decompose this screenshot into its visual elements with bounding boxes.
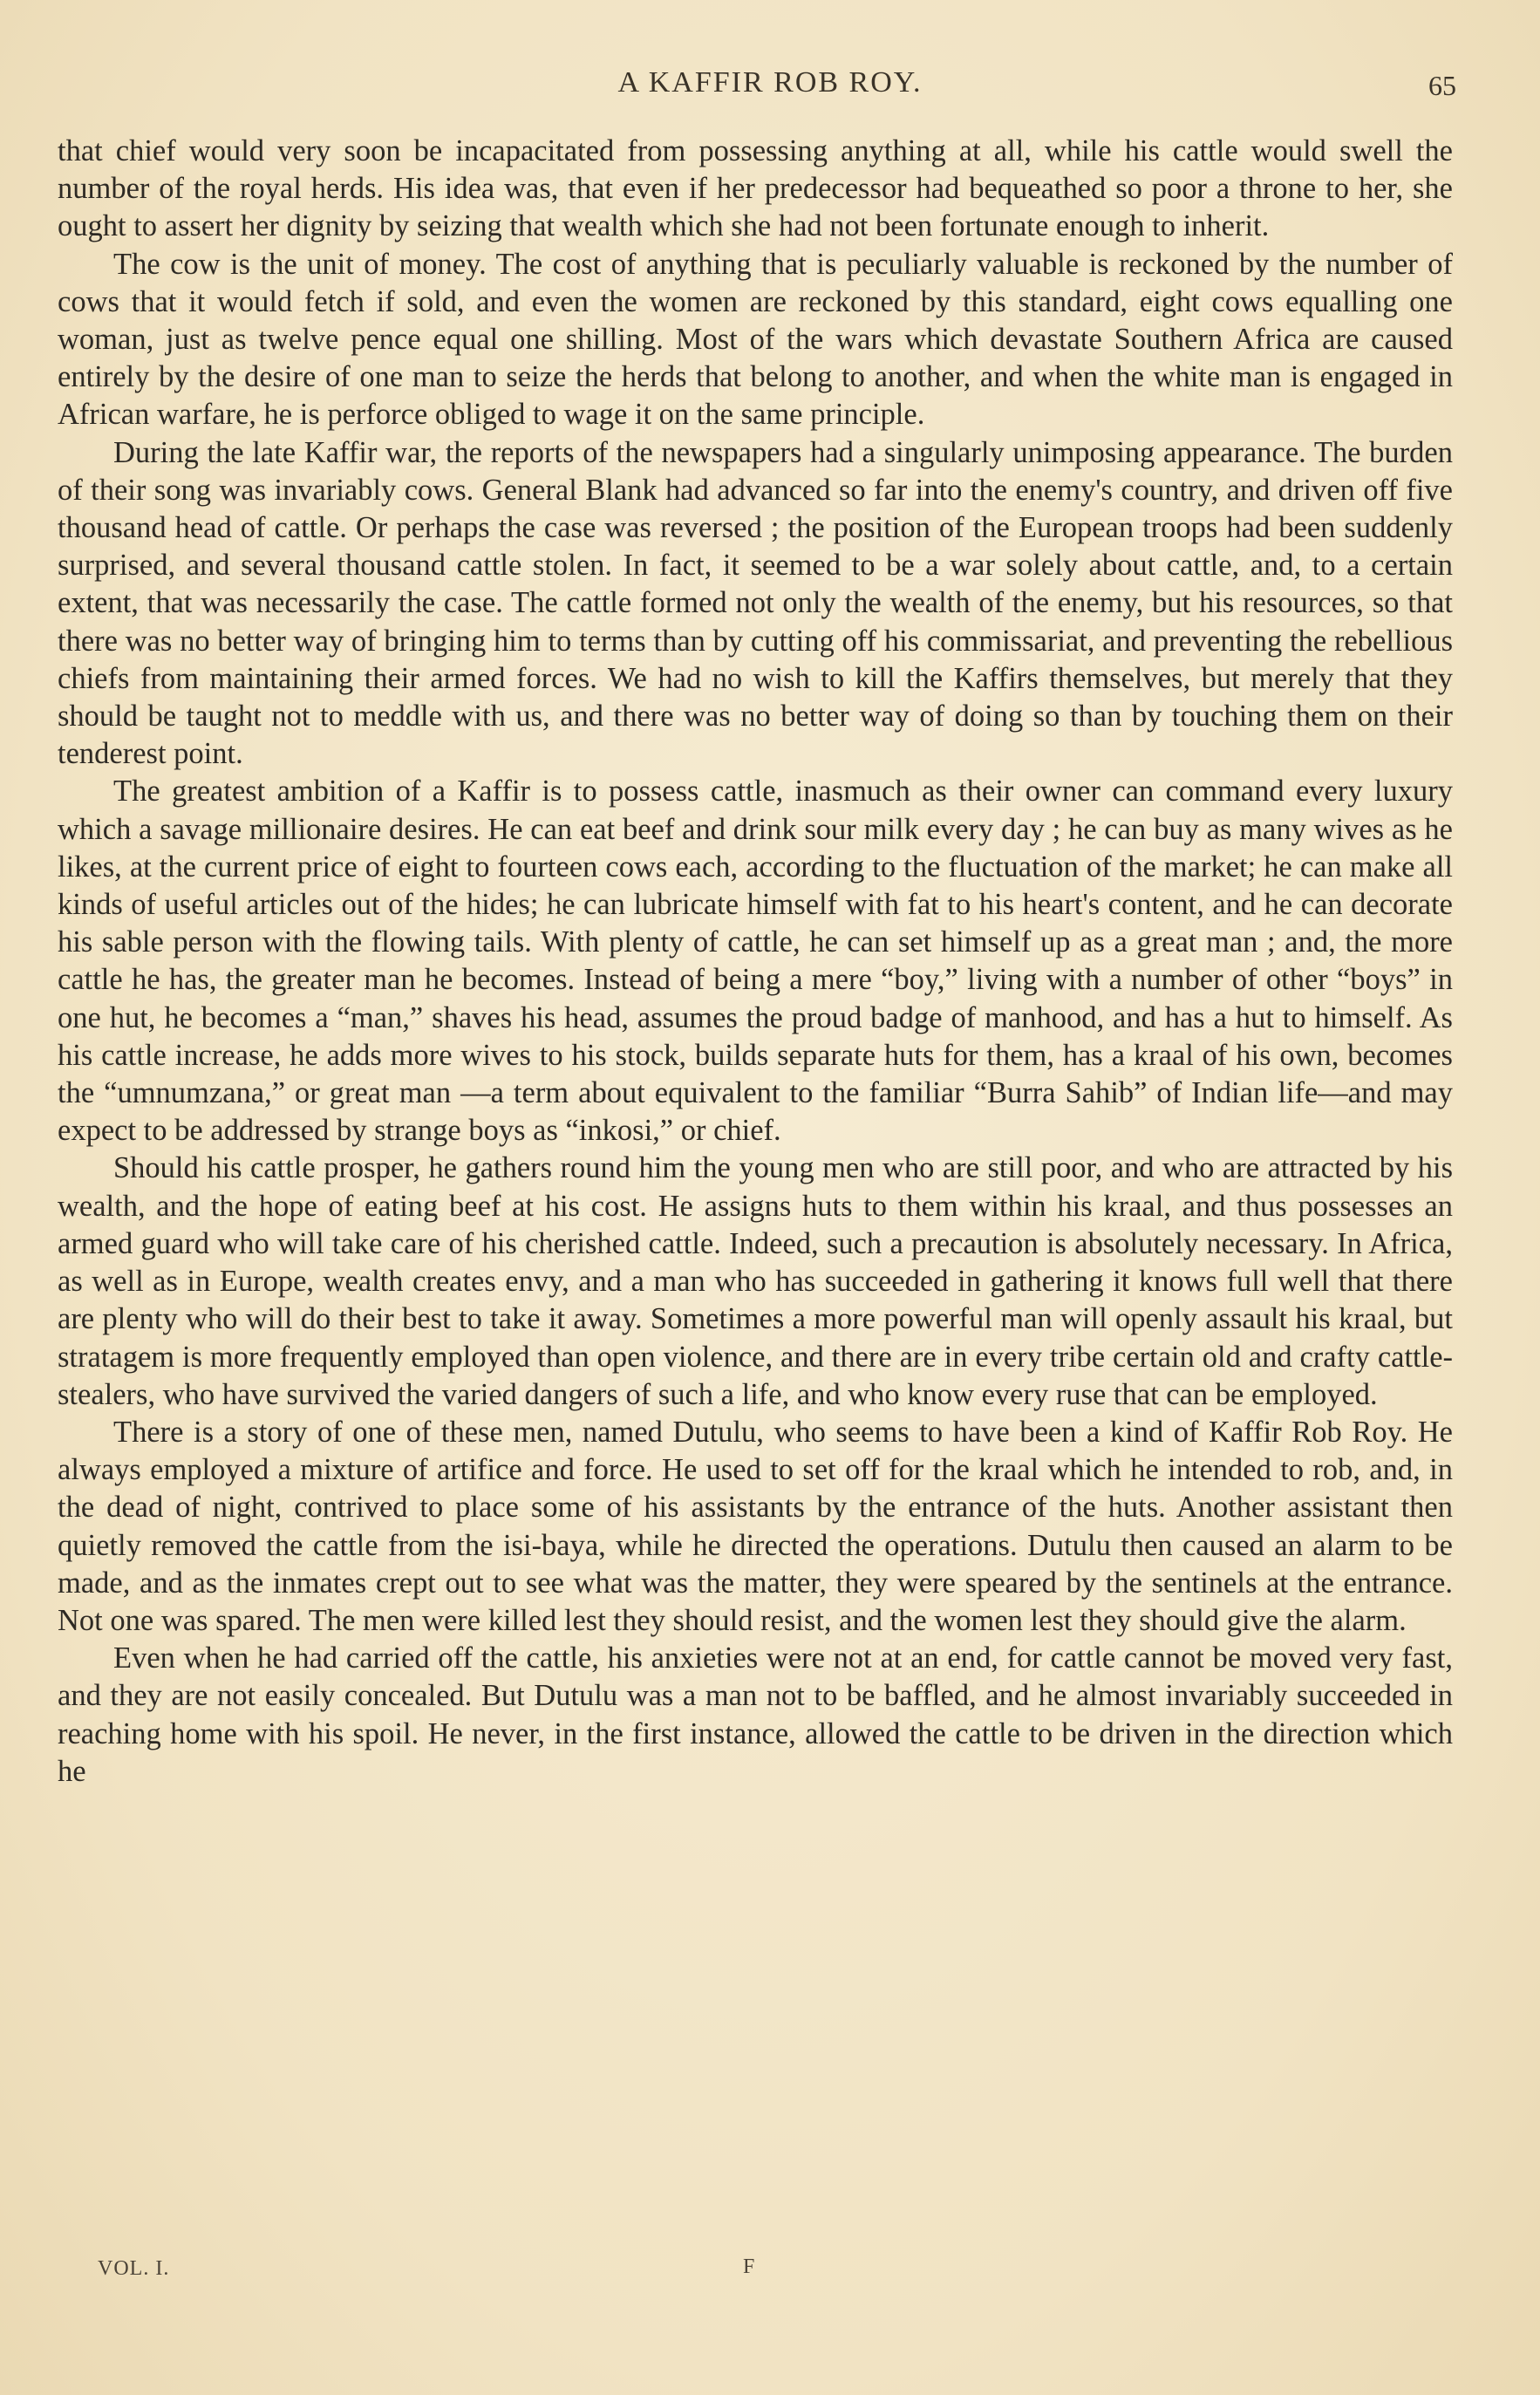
running-head: [0, 63, 1540, 106]
page-footer: [0, 2254, 1540, 2289]
paragraph: that chief would very soon be incapacitated from possessing anything at all, while his cattle would swell the number of the royal herds. His idea was, that even if her predecessor had bequeathed so poor a throne to her, she ought to assert her dignity by seizing that wealth which she had not been fortunate enough to inherit.: [58, 134, 1453, 243]
signature-mark: F: [743, 2255, 755, 2278]
body-text: [58, 133, 1453, 1791]
paragraph: Even when he had carried off the cattle, his anxieties were not at an end, for cattle cannot be moved very fast, and they are not easily concealed. But Dutulu was a man not to be baffled, and he almost invariably succeeded in reaching home with his spoil. He never, in the first instance, allowed the cattle to be driven in the direction which he: [58, 1641, 1453, 1788]
paragraph: During the late Kaffir war, the reports of the newspapers had a singularly unimposing appearance. The burden of their song was invariably cows. General Blank had advanced so far into the enemy's country, and driven off five thousand head of cattle. Or perhaps the case was reversed ; the position of the European troops had been suddenly surprised, and several thousand cattle stolen. In fact, it seemed to be a war solely about cattle, and, to a certain extent, that was necessarily the case. The cattle formed not only the wealth of the enemy, but his resources, so that there was no better way of bringing him to terms than by cutting off his commissariat, and preventing the rebellious chiefs from maintaining their armed forces. We had no wish to kill the Kaffirs themselves, but merely that they should be taught not to meddle with us, and there was no better way of doing so than by touching them on their tenderest point.: [58, 435, 1453, 771]
volume-marker: VOL. I.: [98, 2257, 170, 2280]
page-number: 65: [1428, 70, 1456, 101]
paragraph: Should his cattle prosper, he gathers round him the young men who are still poor, and who are attracted by his wealth, and the hope of eating beef at his cost. He assigns huts to them within his kraal, and thus possesses an armed guard who will take care of his cherished cattle. Indeed, such a precaution is absolutely necessary. In Africa, as well as in Europe, wealth creates envy, and a man who has succeeded in gathering it knows full well that there are plenty who will do their best to take it away. Sometimes a more powerful man will openly assault his kraal, but stratagem is more frequently employed than open violence, and there are in every tribe certain old and crafty cattle-stealers, who have survived the varied dangers of such a life, and who know every ruse that can be employed.: [58, 1151, 1453, 1411]
paragraph: The cow is the unit of money. The cost of anything that is peculiarly valuable is reckoned by the number of cows that it would fetch if sold, and even the women are reckoned by this standard, eight cows equalling one woman, just as twelve pence equal one shilling. Most of the wars which devastate Southern Africa are caused entirely by the desire of one man to seize the herds that belong to another, and when the white man is engaged in African warfare, he is perforce obliged to wage it on the same principle.: [58, 247, 1453, 432]
paragraph: There is a story of one of these men, named Dutulu, who seems to have been a kind of Kaffir Rob Roy. He always employed a mixture of artifice and force. He used to set off for the kraal which he intended to rob, and, in the dead of night, contrived to place some of his assistants by the entrance of the huts. Another assistant then quietly removed the cattle from the isi-baya, while he directed the operations. Dutulu then caused an alarm to be made, and as the inmates crept out to see what was the matter, they were speared by the sentinels at the entrance. Not one was spared. The men were killed lest they should resist, and the women lest they should give the alarm.: [58, 1415, 1453, 1637]
paragraph: The greatest ambition of a Kaffir is to possess cattle, inasmuch as their owner can command every luxury which a savage millionaire desires. He can eat beef and drink sour milk every day ; he can buy as many wives as he likes, at the current price of eight to fourteen cows each, according to the fluctuation of the market; he can make all kinds of useful articles out of the hides; he can lubricate himself with fat to his heart's content, and he can decorate his sable person with the flowing tails. With plenty of cattle, he can set himself up as a great man ; and, the more cattle he has, the greater man he becomes. Instead of being a mere “boy,” living with a number of other “boys” in one hut, he becomes a “man,” shaves his head, assumes the proud badge of manhood, and has a hut to himself. As his cattle increase, he adds more wives to his stock, builds separate huts for them, has a kraal of his own, becomes the “umnumzana,” or great man —a term about equivalent to the familiar “Burra Sahib” of Indian life—and may expect to be addressed by strange boys as “inkosi,” or chief.: [58, 774, 1453, 1148]
running-title: A KAFFIR ROB ROY.: [617, 66, 923, 99]
